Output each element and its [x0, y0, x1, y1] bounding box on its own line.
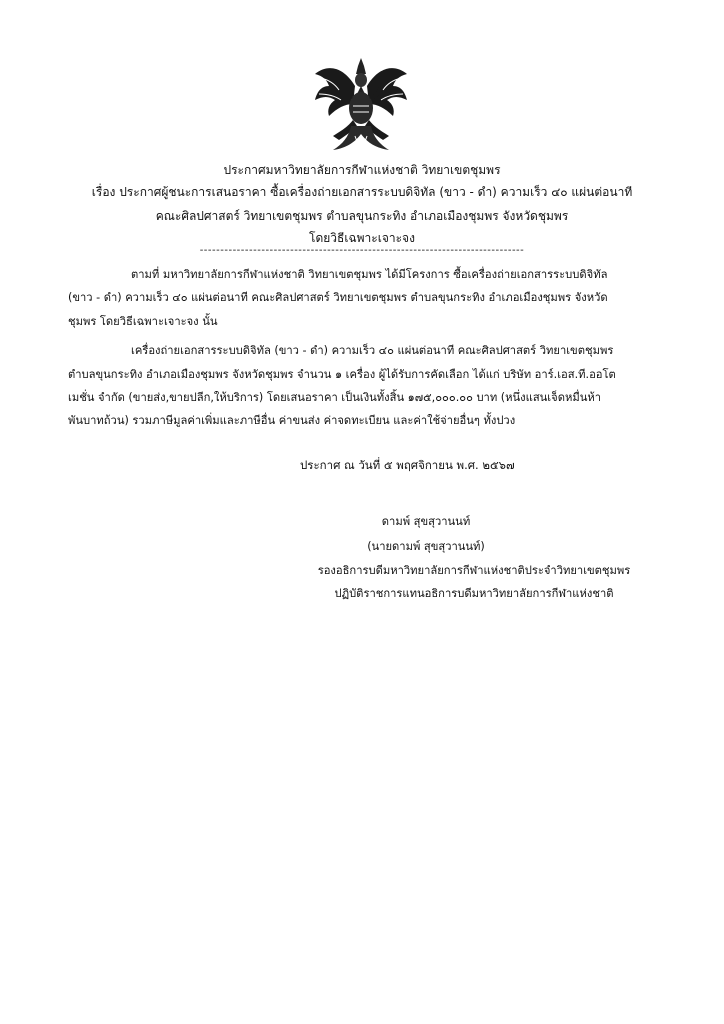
- paragraph-2-line-4: พันบาทถ้วน) รวมภาษีมูลค่าเพิ่มและภาษีอื่น ค่าขนส่ง ค่าจดทะเบียน และค่าใช้จ่ายอื่นๆ ทั้งปวง: [68, 414, 516, 427]
- announcement-title: ประกาศมหาวิทยาลัยการกีฬาแห่งชาติ วิทยาเขตชุมพร: [223, 163, 501, 177]
- dashed-separator: -------------------------------------------------------------------------------: [199, 245, 525, 256]
- announcement-subject: เรื่อง ประกาศผู้ชนะการเสนอราคา ซื้อเครื่องถ่ายเอกสารระบบดิจิทัล (ขาว - ดำ) ความเร็ว ๔๐ แผ่นต่อนาที: [91, 185, 633, 199]
- signature-position: รองอธิการบดีมหาวิทยาลัยการกีฬาแห่งชาติประจำวิทยาเขตชุมพร: [317, 564, 631, 577]
- announcement-location: คณะศิลปศาสตร์ วิทยาเขตชุมพร ตำบลขุนกระทิง อำเภอเมืองชุมพร จังหวัดชุมพร: [155, 209, 569, 223]
- paragraph-1-line-1: ตามที่ มหาวิทยาลัยการกีฬาแห่งชาติ วิทยาเขตชุมพร ได้มีโครงการ ซื้อเครื่องถ่ายเอกสารระบบดิจิทัล: [131, 268, 608, 281]
- signature-name: ดามพ์ สุขสุวานนท์: [381, 515, 471, 528]
- paragraph-2-line-1: เครื่องถ่ายเอกสารระบบดิจิทัล (ขาว - ดำ) ความเร็ว ๔๐ แผ่นต่อนาที คณะศิลปศาสตร์ วิทยาเขตชุมพร: [131, 344, 614, 357]
- paragraph-1-line-3: ชุมพร โดยวิธีเฉพาะเจาะจง นั้น: [68, 315, 218, 328]
- announcement-date: ประกาศ ณ วันที่ ๕ พฤศจิกายน พ.ศ. ๒๕๖๗: [300, 458, 515, 472]
- signature-full-name: (นายดามพ์ สุขสุวานนท์): [367, 540, 485, 553]
- paragraph-2-line-3: เมชั่น จำกัด (ขายส่ง,ขายปลีก,ให้บริการ) โดยเสนอราคา เป็นเงินทั้งสิ้น ๑๗๕,๐๐๐.๐๐ บาท (หนึ่งแสนเจ็ดหมื่นห้า: [68, 391, 602, 404]
- paragraph-2-line-2: ตำบลขุนกระทิง อำเภอเมืองชุมพร จังหวัดชุมพร จำนวน ๑ เครื่อง ผู้ได้รับการคัดเลือก ได้แก่ บริษัท อาร์.เอส.ที.ออโต: [68, 368, 616, 381]
- garuda-emblem-icon: [309, 56, 413, 156]
- announcement-method: โดยวิธีเฉพาะเจาะจง: [309, 231, 415, 245]
- paragraph-1-line-2: (ขาว - ดำ) ความเร็ว ๔๐ แผ่นต่อนาที คณะศิลปศาสตร์ วิทยาเขตชุมพร ตำบลขุนกระทิง อำเภอเมืองชุมพร จังหวัด: [68, 291, 608, 304]
- signature-acting-for: ปฏิบัติราชการแทนอธิการบดีมหาวิทยาลัยการกีฬาแห่งชาติ: [334, 587, 614, 600]
